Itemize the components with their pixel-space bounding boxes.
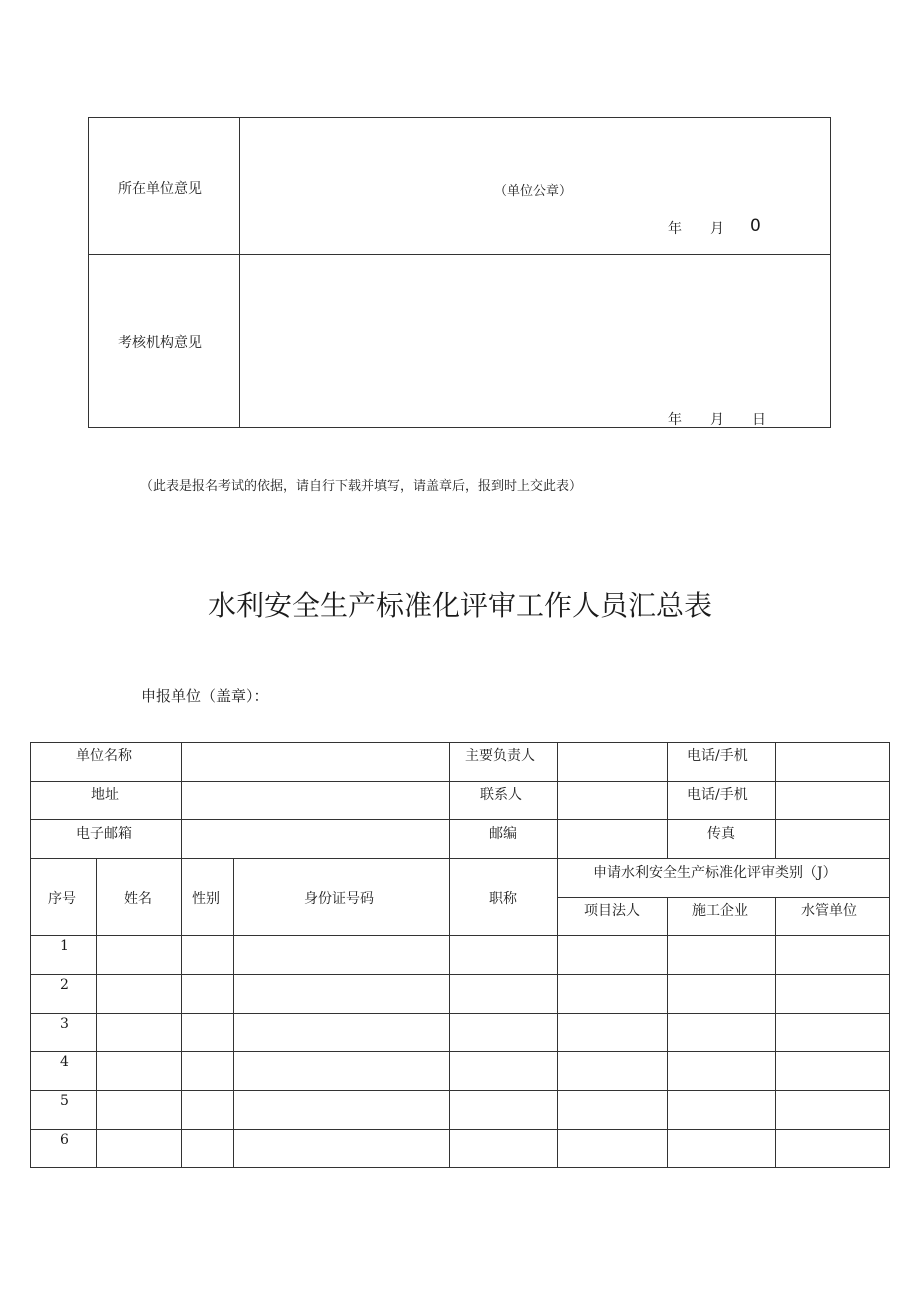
col-header-cat2: 施工企业 <box>692 903 748 919</box>
phone-label-2: 电话/手机 <box>687 787 748 803</box>
fax-label: 传真 <box>707 826 735 842</box>
col-header-title: 职称 <box>489 891 517 907</box>
instruction-note: （此表是报名考试的依据，请自行下载并填写，请盖章后，报到时上交此表） <box>140 479 583 494</box>
date1-day: 0 <box>750 216 761 236</box>
col-header-name: 姓名 <box>124 891 152 907</box>
unit-opinion-label: 所在单位意见 <box>118 181 202 197</box>
col-header-no: 序号 <box>48 891 76 907</box>
date2-day: 日 <box>752 412 766 428</box>
table-row-number: 1 <box>60 938 69 954</box>
phone-label-1: 电话/手机 <box>687 748 748 764</box>
email-label: 电子邮箱 <box>76 826 132 842</box>
col-header-cat3: 水管单位 <box>801 903 857 919</box>
main-person-label: 主要负责人 <box>465 748 535 764</box>
date1-month: 月 <box>710 221 724 237</box>
table-row-number: 6 <box>60 1132 69 1148</box>
summary-table <box>30 742 890 1168</box>
declare-unit-label: 申报单位（盖章）： <box>141 687 269 705</box>
opinion-table <box>88 117 831 428</box>
col-header-cat1: 项目法人 <box>584 903 640 919</box>
col-header-category: 申请水利安全生产标准化评审类别（J） <box>593 865 837 881</box>
opinion-table-divider <box>239 118 240 427</box>
exam-opinion-label: 考核机构意见 <box>118 335 202 351</box>
col-header-gender: 性别 <box>192 891 220 907</box>
date1-year: 年 <box>668 221 682 237</box>
opinion-table-row-divider <box>89 254 830 255</box>
table-row-number: 4 <box>60 1054 69 1070</box>
address-label: 地址 <box>91 787 119 803</box>
unit-seal-text: （单位公章） <box>494 184 573 199</box>
col-header-id: 身份证号码 <box>304 891 374 907</box>
contact-label: 联系人 <box>480 787 522 803</box>
unit-name-label: 单位名称 <box>76 748 132 764</box>
table-row-number: 2 <box>60 977 69 993</box>
date2-year: 年 <box>668 412 682 428</box>
postcode-label: 邮编 <box>489 826 517 842</box>
table-row-number: 5 <box>60 1093 69 1109</box>
table-row-number: 3 <box>60 1016 69 1032</box>
page-title: 水利安全生产标准化评审工作人员汇总表 <box>207 589 712 622</box>
date2-month: 月 <box>710 412 724 428</box>
